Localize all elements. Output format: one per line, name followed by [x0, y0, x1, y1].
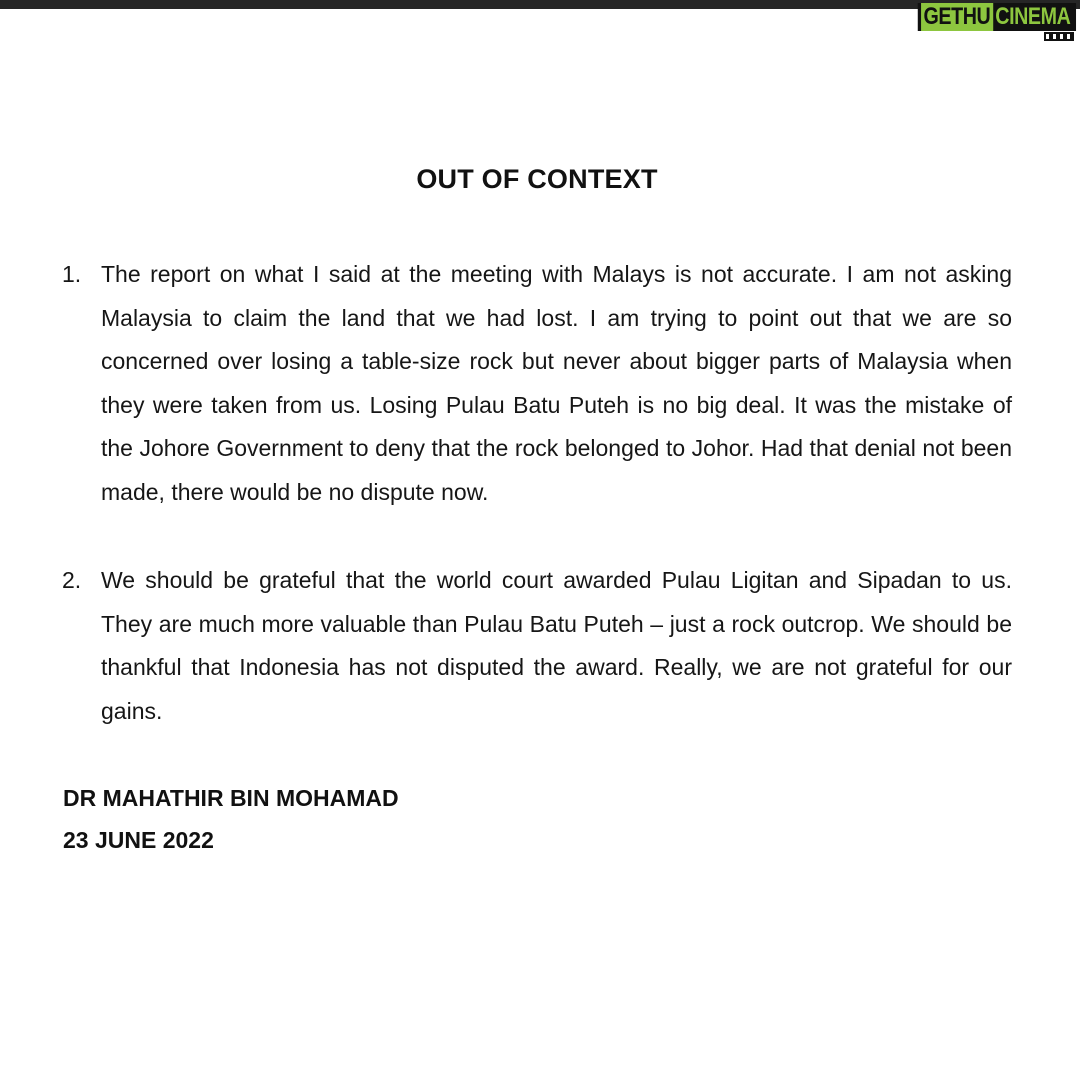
watermark-text — [918, 3, 1076, 31]
gethucinema-watermark-logo — [883, 3, 1076, 43]
signature-name: DR MAHATHIR BIN MOHAMAD — [63, 785, 399, 811]
paragraph-text: We should be grateful that the world court awarded Pulau Ligitan and Sipadan to us. They are much more valuable than Pulau Batu Puteh – just a rock outcrop. We should be thankful that Indonesia has not disputed the award. Really, we are not grateful for our gains. — [101, 567, 1012, 724]
watermark-part1: GETHU — [921, 3, 993, 31]
film-strip-icon — [1044, 32, 1074, 41]
signature-date: 23 JUNE 2022 — [63, 827, 214, 853]
paragraph-2 — [62, 559, 1012, 733]
document-title: OUT OF CONTEXT — [416, 164, 658, 194]
watermark-part2: CINEMA — [995, 3, 1071, 30]
paragraph-number: 1. — [62, 261, 82, 287]
paragraph-text: The report on what I said at the meeting with Malays is not accurate. I am not asking Malaysia to claim the land that we had lost. I am trying to point out that we are so concerned over losing a table-size rock but never about bigger parts of Malaysia when they were taken from us. Losing Pulau Batu Puteh is no big deal. It was the mistake of the Johore Government to deny that the rock belonged to Johor. Had that denial not been made, there would be no dispute now. — [101, 261, 1012, 505]
paragraph-number: 2. — [62, 567, 82, 593]
paragraph-1 — [62, 253, 1012, 514]
